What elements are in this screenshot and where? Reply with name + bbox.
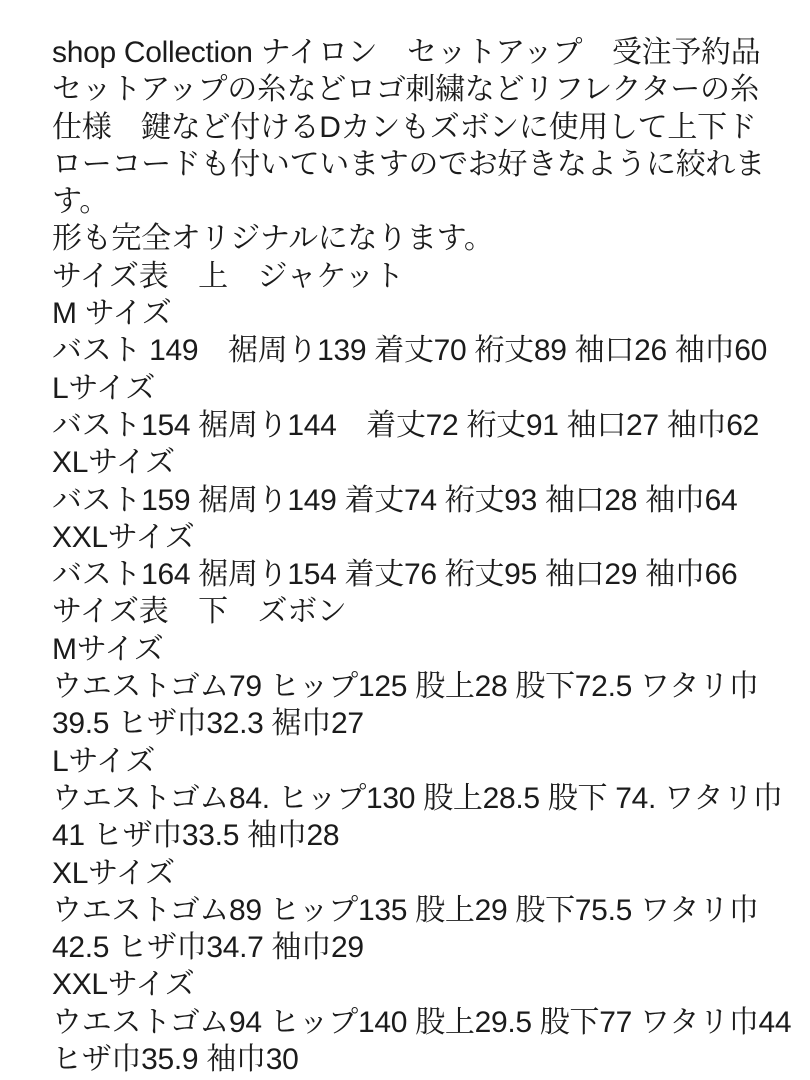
pants-size-xxl-measurements-2: ヒザ巾35.9 袖巾30 <box>52 1043 299 1077</box>
jacket-size-l-measurements: バスト154 裾周り144 着丈72 裄丈91 袖口27 袖巾62 <box>52 408 760 442</box>
pants-size-m-measurements-2: 39.5 ヒザ巾32.3 裾巾27 <box>52 707 364 741</box>
pants-size-xxl-label: XXLサイズ <box>52 968 195 1002</box>
description-line-1: セットアップの糸などロゴ刺繍などリフレクターの糸 <box>52 73 760 107</box>
pants-size-xxl-measurements-1: ウエストゴム94 ヒップ140 股上29.5 股下77 ワタリ巾44 <box>52 1005 792 1039</box>
pants-size-xl-measurements-2: 42.5 ヒザ巾34.7 袖巾29 <box>52 931 364 965</box>
jacket-size-table-heading: サイズ表 上 ジャケット <box>52 259 404 293</box>
jacket-size-xl-label: XLサイズ <box>52 446 175 480</box>
pants-size-m-label: Mサイズ <box>52 632 164 666</box>
pants-size-l-measurements-1: ウエストゴム84. ヒップ130 股上28.5 股下 74. ワタリ巾 <box>52 781 783 815</box>
description-line-3: ローコードも付いていますのでお好きなように絞れま <box>52 147 765 181</box>
product-title-line: shop Collection ナイロン セットアップ 受注予約品 <box>52 36 761 69</box>
jacket-size-m-measurements: バスト 149 裾周り139 着丈70 裄丈89 袖口26 袖巾60 <box>52 334 768 368</box>
jacket-size-xxl-label: XXLサイズ <box>52 520 195 554</box>
jacket-size-xl-measurements: バスト159 裾周り149 着丈74 裄丈93 袖口28 袖巾64 <box>52 483 738 517</box>
description-line-2: 仕様 鍵など付けるDカンもズボンに使用して上下ド <box>52 110 757 144</box>
pants-size-l-measurements-2: 41 ヒザ巾33.5 袖巾28 <box>52 819 340 853</box>
jacket-size-m-label: M サイズ <box>52 297 172 331</box>
jacket-size-xxl-measurements: バスト164 裾周り154 着丈76 裄丈95 袖口29 袖巾66 <box>52 558 738 592</box>
pants-size-table-heading: サイズ表 下 ズボン <box>52 595 347 629</box>
description-line-5: 形も完全オリジナルになります。 <box>52 222 494 256</box>
description-line-4: す。 <box>52 185 109 219</box>
jacket-size-l-label: Lサイズ <box>52 371 156 405</box>
pants-size-l-label: Lサイズ <box>52 744 156 778</box>
pants-size-m-measurements-1: ウエストゴム79 ヒップ125 股上28 股下72.5 ワタリ巾 <box>52 670 759 704</box>
pants-size-xl-label: XLサイズ <box>52 856 175 890</box>
pants-size-xl-measurements-1: ウエストゴム89 ヒップ135 股上29 股下75.5 ワタリ巾 <box>52 893 759 927</box>
